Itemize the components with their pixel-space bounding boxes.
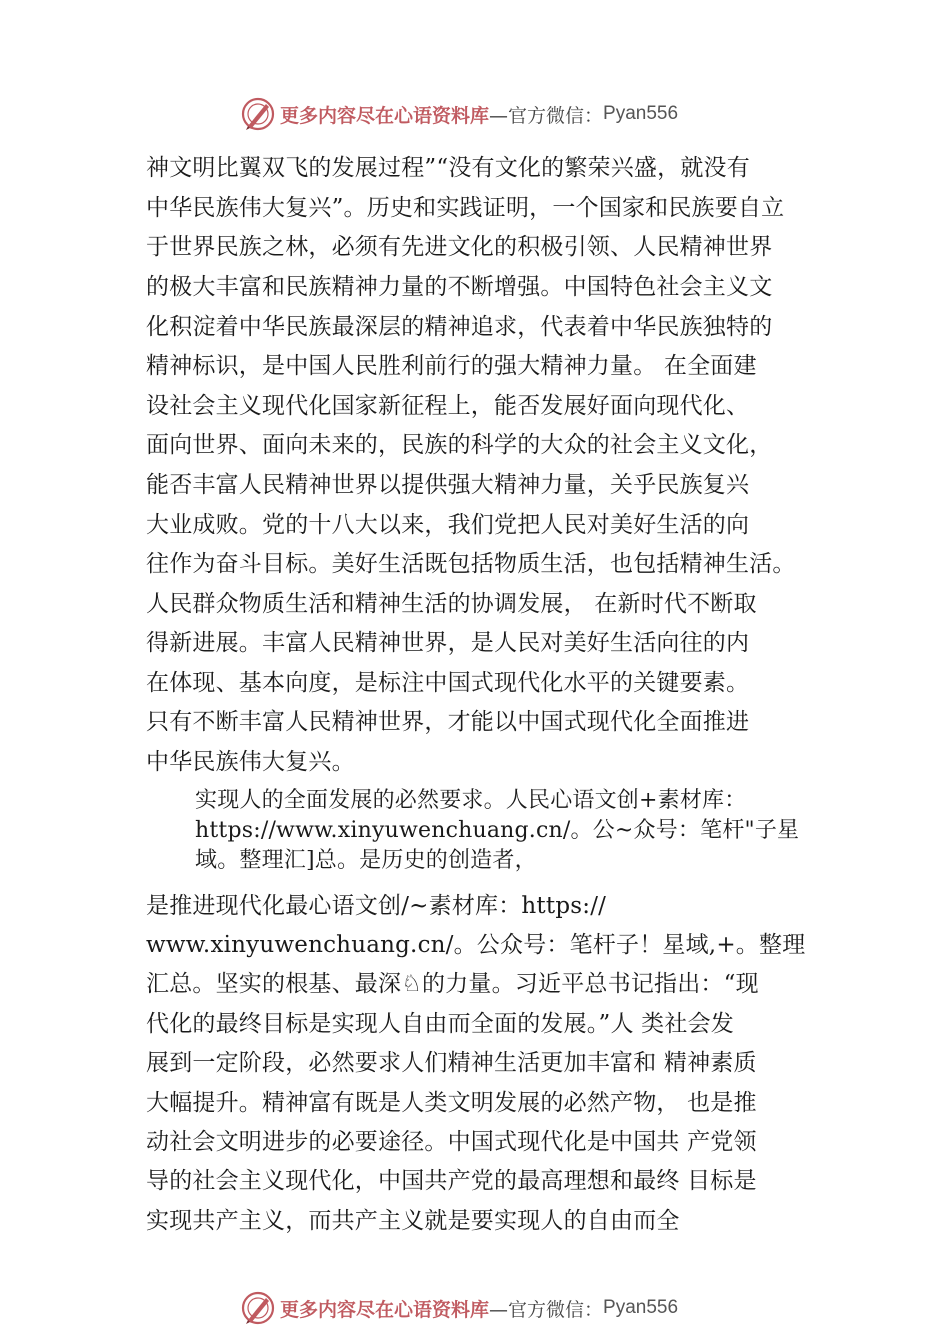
pen-logo-icon	[240, 1290, 276, 1326]
footer-wechat-id: Pyan556	[603, 1297, 679, 1318]
body-line: 能否丰富人民精神世界以提供强大精神力量，关乎民族复兴	[146, 472, 750, 498]
body-line: 化积淀着中华民族最深层的精神追求，代表着中华民族独特的	[146, 314, 773, 340]
pen-logo-icon	[240, 96, 276, 132]
indented-line: https://www.xinyuwenchuang.cn/。公~众号：笔杆"子星	[195, 818, 800, 843]
body-line: 精神标识，是中国人民胜利前行的强大精神力量。 在全面建	[146, 353, 757, 379]
footer-banner	[240, 1290, 678, 1326]
body-line: 面向世界、面向未来的，民族的科学的大众的社会主义文化，	[146, 432, 773, 458]
body-line: 大业成败。党的十八大以来，我们党把人民对美好生活的向	[146, 512, 750, 538]
body-line: 的极大丰富和民族精神力量的不断增强。中国特色社会主义文	[146, 274, 773, 300]
body-line: www.xinyuwenchuang.cn/。公众号：笔杆子！星域,+。整理	[146, 932, 806, 958]
body-line: 动社会文明进步的必要途径。中国式现代化是中国共 产党领	[146, 1129, 757, 1155]
body-line: 是推进现代化最心语文创/~素材库：https://	[146, 893, 607, 919]
body-line: 展到一定阶段，必然要求人们精神生活更加丰富和 精神素质	[146, 1050, 757, 1076]
body-line: 中华民族伟大复兴。	[146, 749, 355, 775]
header-site-name: 更多内容尽在心语资料库	[280, 104, 490, 127]
body-line: 实现共产主义，而共产主义就是要实现人的自由而全	[146, 1208, 680, 1234]
indented-line: 域。整理汇]总。是历史的创造者，	[195, 848, 537, 873]
body-line: 神文明比翼双飞的发展过程”“没有文化的繁荣兴盛，就没有	[146, 155, 750, 181]
body-line: 导的社会主义现代化，中国共产党的最高理想和最终 目标是	[146, 1168, 757, 1194]
body-line: 大幅提升。精神富有既是人类文明发展的必然产物， 也是推	[146, 1090, 757, 1116]
body-line: 往作为奋斗目标。美好生活既包括物质生活，也包括精神生活。	[146, 551, 796, 577]
header-wechat-id: Pyan556	[603, 103, 679, 124]
footer-site-name: 更多内容尽在心语资料库	[280, 1298, 490, 1321]
body-line: 中华民族伟大复兴”。历史和实践证明，一个国家和民族要自立	[146, 195, 785, 221]
body-line: 汇总。坚实的根基、最深♘的力量。习近平总书记指出：“现	[146, 971, 759, 997]
body-line: 只有不断丰富人民精神世界，才能以中国式现代化全面推进	[146, 709, 750, 735]
body-line: 代化的最终目标是实现人自由而全面的发展。”人 类社会发	[146, 1011, 734, 1037]
footer-wechat-label: —官方微信：	[489, 1298, 604, 1321]
body-line: 在体现、基本向度，是标注中国式现代化水平的关键要素。	[146, 670, 750, 696]
header-banner	[240, 96, 678, 132]
body-line: 人民群众物质生活和精神生活的协调发展， 在新时代不断取	[146, 591, 757, 617]
body-line: 于世界民族之林，必须有先进文化的积极引领、人民精神世界	[146, 234, 773, 260]
header-wechat-label: —官方微信：	[489, 104, 604, 127]
body-line: 设社会主义现代化国家新征程上，能否发展好面向现代化、	[146, 393, 750, 419]
body-line: 得新进展。丰富人民精神世界，是人民对美好生活向往的内	[146, 630, 750, 656]
indented-line: 实现人的全面发展的必然要求。人民心语文创+素材库：	[195, 788, 747, 813]
